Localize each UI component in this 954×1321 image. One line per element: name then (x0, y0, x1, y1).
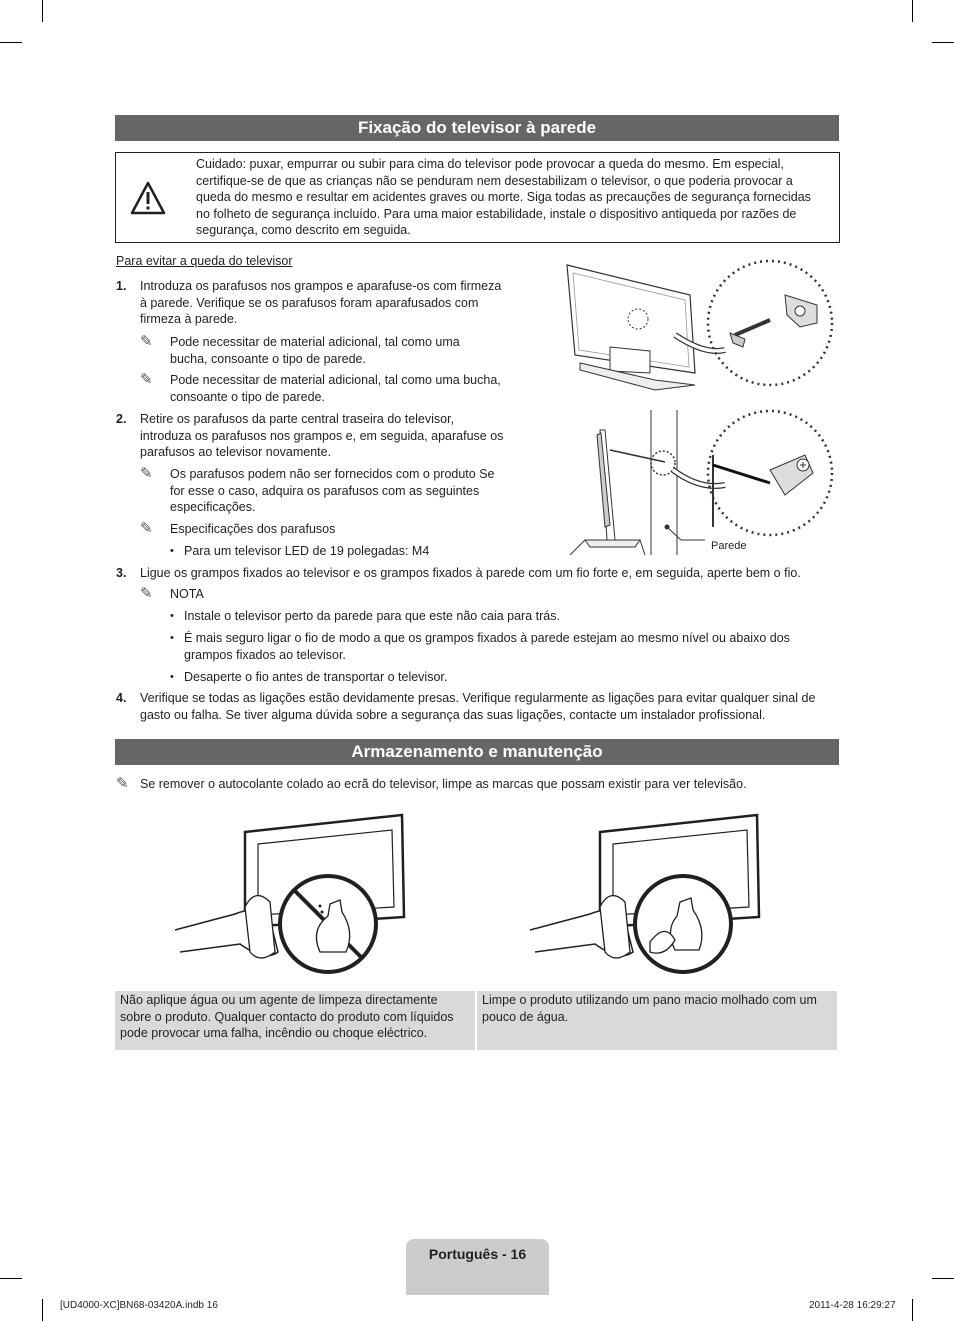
pencil-note-icon: ✎ (140, 520, 153, 537)
subheading-prevent-fall: Para evitar a queda do televisor (116, 254, 293, 268)
crop-mark (42, 0, 43, 22)
bullet-text: Desaperte o fio antes de transportar o televisor. (184, 670, 448, 684)
caption-cell-warning: Não aplique água ou um agente de limpeza directamente sobre o produto. Qualquer contacto do produto com líquidos pode provocar uma falha, incêndio ou choque eléctrico. (115, 991, 475, 1050)
note-text: Especificações dos parafusos (170, 522, 336, 536)
pencil-note-icon: ✎ (140, 585, 153, 602)
wall-label: Parede (711, 540, 747, 552)
bullet-text: É mais seguro ligar o fio de modo a que os grampos fixados à parede estejam ao mesmo nível ou abaixo dos grampos fixados ao televisor. (184, 631, 790, 662)
pencil-note-icon: ✎ (140, 465, 153, 482)
bullet: • (170, 671, 174, 683)
crop-mark (912, 0, 913, 22)
soft-cloth-cleaning-illustration (525, 812, 765, 977)
wall-mount-illustration (555, 255, 845, 555)
step-number: 2. (116, 412, 127, 426)
pencil-note-icon: ✎ (140, 333, 153, 350)
step-number: 1. (116, 279, 127, 293)
crop-mark (932, 1278, 954, 1279)
storage-note: Se remover o autocolante colado ao ecrã do televisor, limpe as marcas que possam existir para ver televisão. (140, 777, 747, 791)
step-number: 4. (116, 691, 127, 705)
caution-box (115, 152, 840, 243)
step-text: Verifique se todas as ligações estão devidamente presas. Verifique regularmente as ligações para evitar qualquer sinal de gasto ou falha. Se tiver alguma dúvida sobre a segurança das suas ligações, contacte um instalador profissional. (140, 691, 816, 722)
crop-mark (42, 1299, 43, 1321)
note-text: Pode necessitar de material adicional, tal como uma bucha, consoante o tipo de parede. (170, 335, 460, 366)
file-info: [UD4000-XC]BN68-03420A.indb 16 (60, 1300, 218, 1311)
bullet-text: Instale o televisor perto da parede para que este não caia para trás. (184, 609, 560, 623)
crop-mark (0, 1278, 22, 1279)
bullet: • (170, 632, 174, 644)
no-spray-cleaning-illustration (170, 812, 410, 977)
step-text: Ligue os grampos fixados ao televisor e os grampos fixados à parede com um fio forte e, em seguida, aperte bem o fio. (140, 566, 801, 580)
step-text: Introduza os parafusos nos grampos e aparafuse-os com firmeza à parede. Verifique se os parafusos foram aparafusados com firmeza à parede. (140, 279, 502, 326)
crop-mark (932, 42, 954, 43)
page-label: Português - 16 (428, 1246, 527, 1262)
step-number: 3. (116, 566, 127, 580)
caption-cell-recommendation: Limpe o produto utilizando um pano macio molhado com um pouco de água. (477, 991, 837, 1050)
caution-text (196, 156, 826, 239)
bullet-text: Para um televisor LED de 19 polegadas: M4 (184, 544, 430, 558)
section-title-wall-mount: Fixação do televisor à parede (115, 115, 839, 141)
note-text: Pode necessitar de material adicional, tal como uma bucha, consoante o tipo de parede. (170, 373, 501, 404)
caution-body: : puxar, empurrar ou subir para cima do televisor pode provocar a queda do mesmo. Em especial, certifique-se de que as crianças não se penduram nem desestabilizam o televisor, o que poderia provocar a queda do mesmo e resultar em acidentes graves ou morte. Siga todas as precauções de segurança fornecidas no folheto de segurança incluído. Para uma maior estabilidade, instale o dispositivo antiqueda por razões de segurança, como descrito em seguida. (196, 157, 811, 237)
pencil-note-icon: ✎ (116, 775, 129, 792)
pencil-note-icon: ✎ (140, 371, 153, 388)
warning-triangle-icon (130, 181, 166, 215)
page-number-tab (406, 1239, 549, 1295)
bullet: • (170, 545, 174, 557)
crop-mark (0, 42, 22, 43)
section-title-storage-maintenance: Armazenamento e manutenção (115, 739, 839, 765)
print-timestamp: 2011-4-28 16:29:27 (809, 1300, 896, 1311)
note-text: Os parafusos podem não ser fornecidos com o produto Se for esse o caso, adquira os parafusos com as seguintes especificações. (170, 467, 495, 514)
crop-mark (912, 1299, 913, 1321)
caution-label: Cuidado (196, 157, 243, 171)
bullet: • (170, 610, 174, 622)
note-label: NOTA (170, 587, 204, 601)
step-text: Retire os parafusos da parte central traseira do televisor, introduza os parafusos nos grampos e, em seguida, aparafuse os parafusos ao televisor novamente. (140, 412, 504, 459)
